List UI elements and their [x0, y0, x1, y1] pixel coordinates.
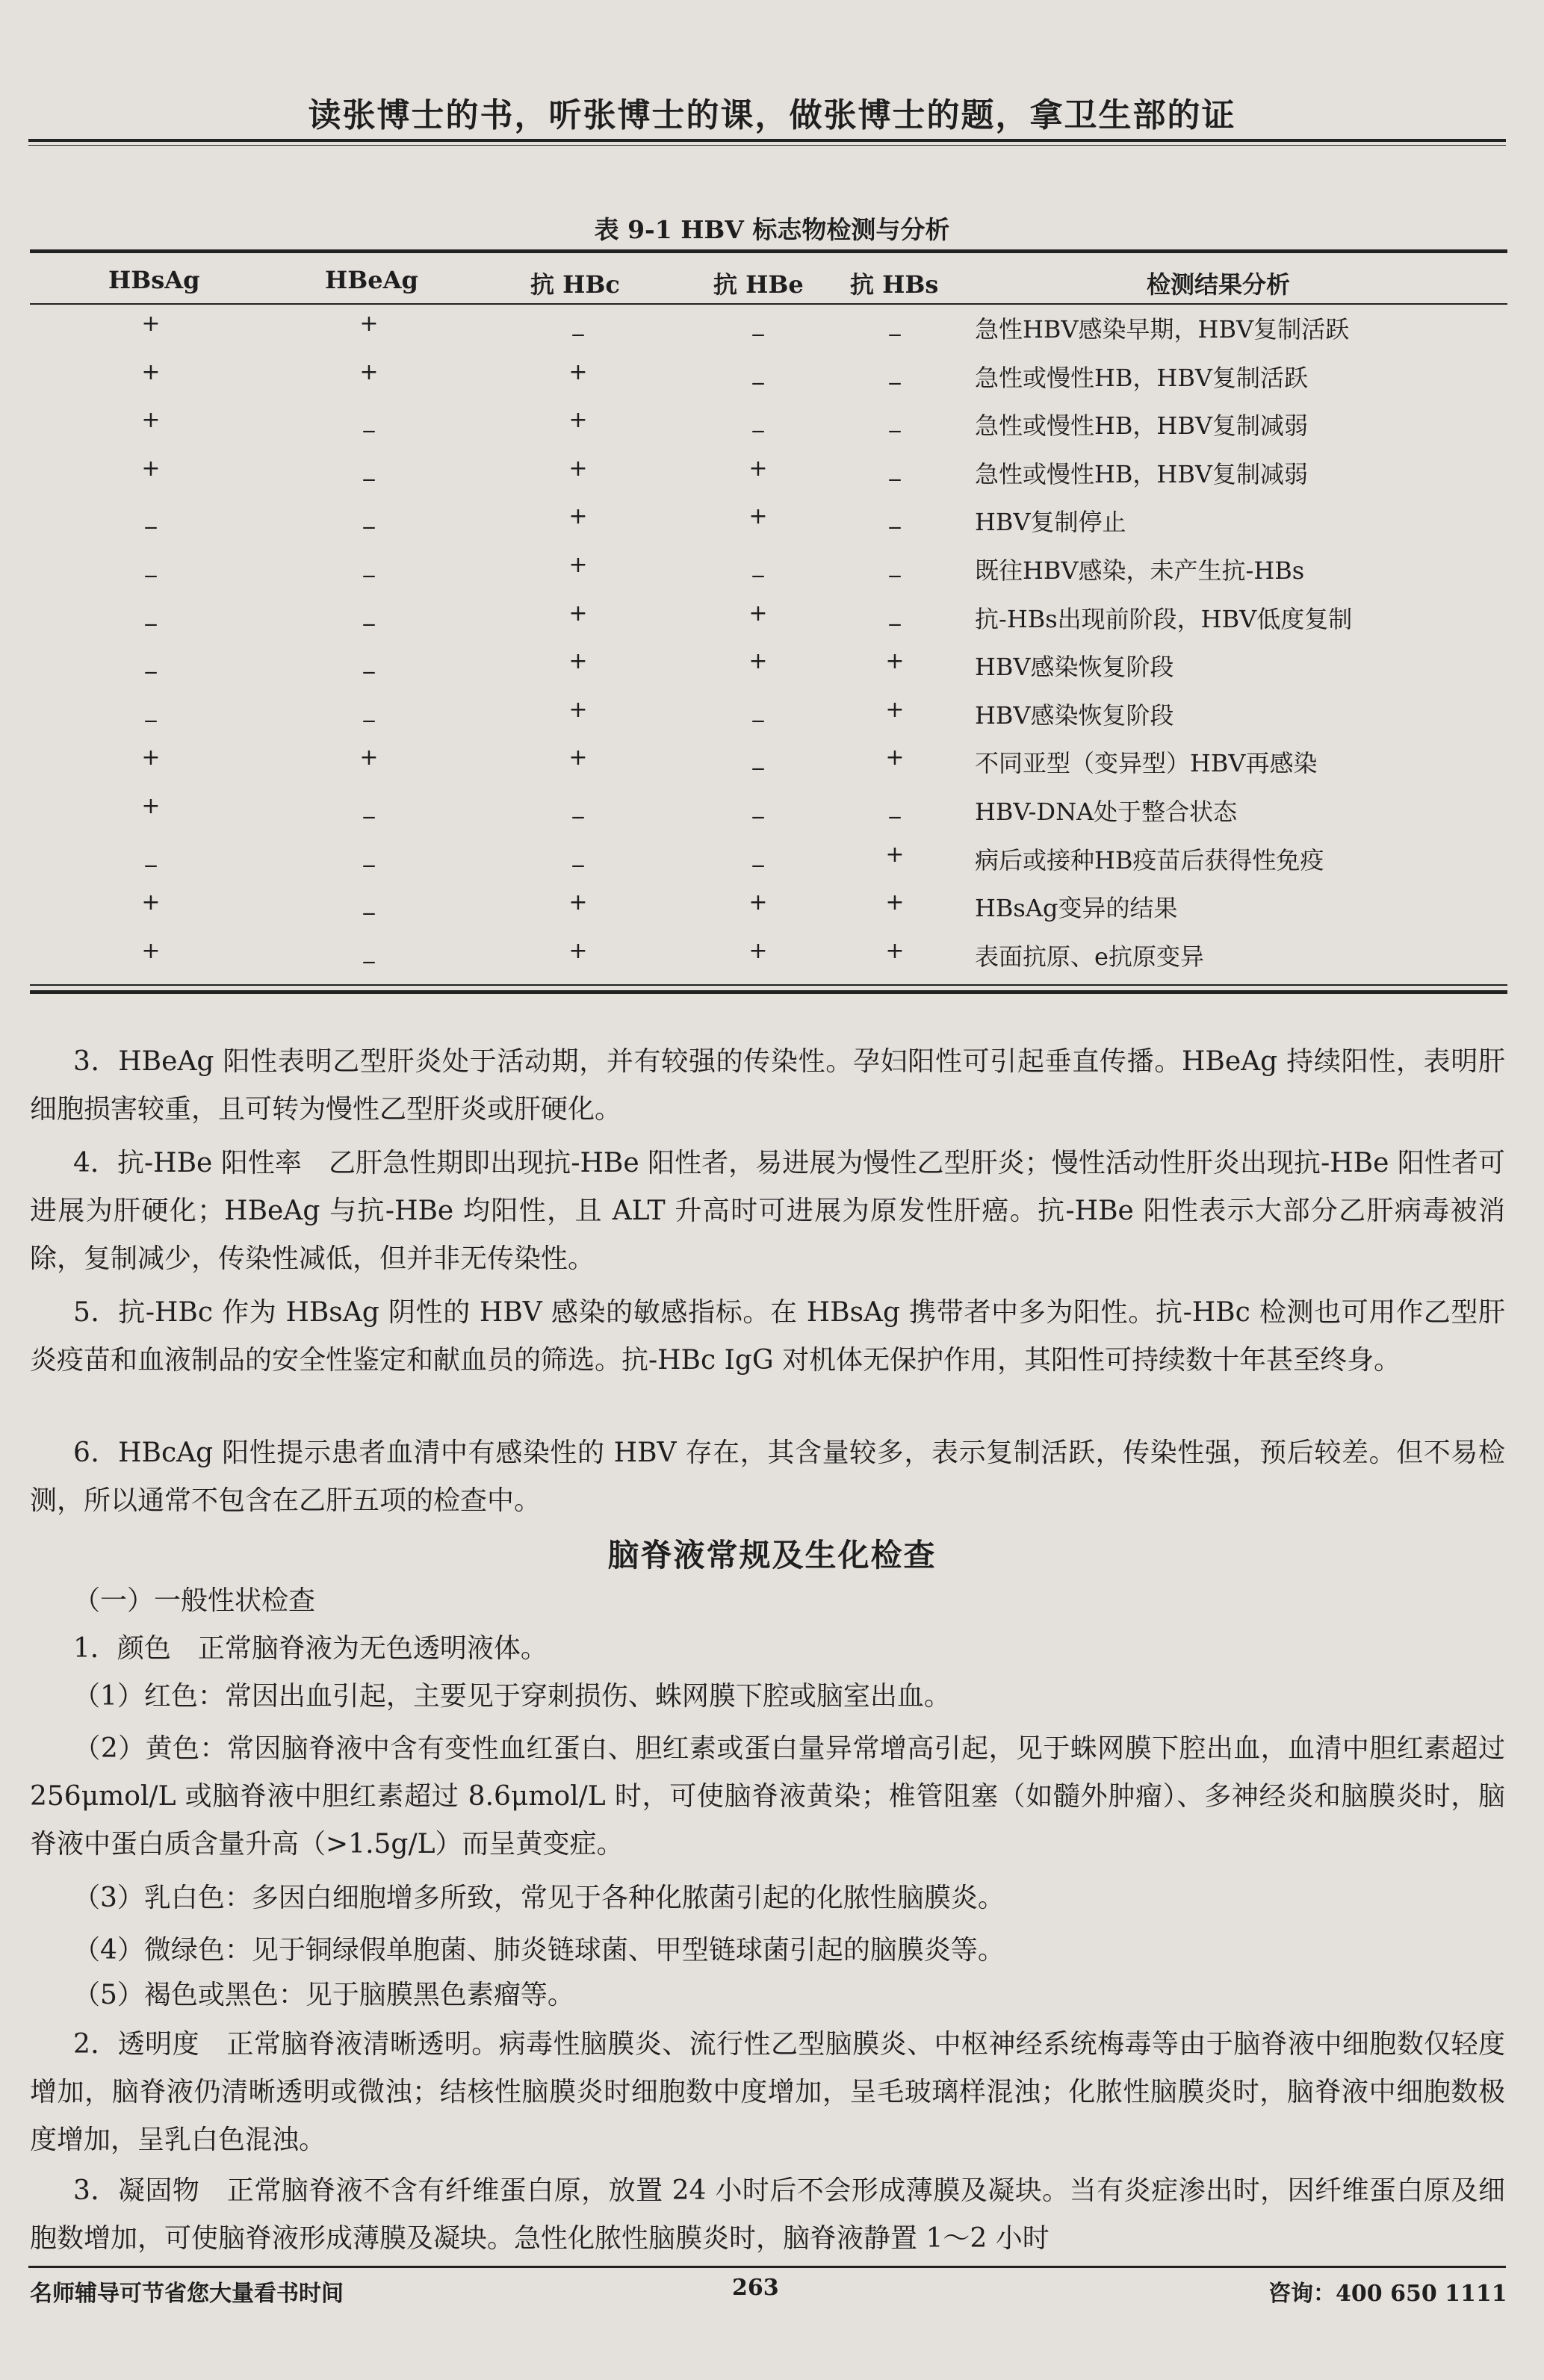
- table-cell-marker: _: [145, 841, 157, 868]
- table-cell-marker: +: [568, 696, 588, 723]
- table-cell-marker: _: [752, 552, 764, 578]
- table-header-hbsag: HBsAg: [108, 266, 200, 294]
- table-cell-marker: +: [568, 455, 588, 482]
- paragraph-red: （1）红色：常因出血引起，主要见于穿刺损伤、蛛网膜下腔或脑室出血。: [73, 1681, 951, 1712]
- paragraph-yellow: （2）黄色：常因脑脊液中含有变性血红蛋白、胆红素或蛋白量异常增高引起，见于蛛网膜下腔出血，血清中胆红素超过 256μmol/L 或脑脊液中胆红素超过 8.6μmol/L 时，可使脑脊液黄染；椎管阻塞（如髓外肿瘤）、多神经炎和脑膜炎时，脑脊液中蛋白质含量升高（>1.5g/L）而呈黄变症。: [30, 1733, 1505, 1859]
- table-cell-marker: +: [568, 648, 588, 675]
- paragraph-clarity: 2．透明度 正常脑脊液清晰透明。病毒性脑膜炎、流行性乙型脑膜炎、中枢神经系统梅毒等由于脑脊液中细胞数仅轻度增加，脑脊液仍清晰透明或微浊；结核性脑膜炎时细胞数中度增加，呈毛玻璃样混浊；化脓性脑膜炎时，脑脊液中细胞数极度增加，呈乳白色混浊。: [30, 2029, 1505, 2155]
- table-cell-result: HBV感染恢复阶段: [975, 653, 1174, 682]
- table-cell-marker: _: [752, 841, 764, 868]
- table-cell-marker: +: [748, 889, 768, 916]
- subsection-general: （一）一般性状检查: [73, 1585, 316, 1616]
- table-cell-result: 急性或慢性HB，HBV复制活跃: [975, 363, 1308, 392]
- paragraph-milky: （3）乳白色：多因白细胞增多所致，常见于各种化脓菌引起的化脓性脑膜炎。: [73, 1883, 1005, 1913]
- table-cell-marker: +: [568, 552, 588, 578]
- table-cell-marker: _: [889, 600, 901, 627]
- table-cell-result: 表面抗原、e抗原变异: [975, 942, 1204, 971]
- table-cell-marker: +: [141, 358, 161, 385]
- table-cell-marker: _: [363, 455, 375, 482]
- table-cell-marker: _: [752, 793, 764, 819]
- table-cell-marker: _: [752, 407, 764, 434]
- table-cell-marker: +: [748, 648, 768, 675]
- table-cell-marker: _: [363, 841, 375, 868]
- paragraph-anti-hbc: 5．抗-HBc 作为 HBsAg 阴性的 HBV 感染的敏感指标。在 HBsAg 携带者中多为阳性。抗-HBc 检测也可用作乙型肝炎疫苗和血液制品的安全性鉴定和献血员的筛选。抗-HBc IgG 对机体无保护作用，其阳性可持续数十年甚至终身。: [30, 1297, 1505, 1376]
- table-cell-marker: +: [141, 455, 161, 482]
- footer-rule: [28, 2266, 1506, 2268]
- paragraph-brown: （5）褐色或黑色：见于脑膜黑色素瘤等。: [73, 1980, 574, 2010]
- table-cell-marker: _: [363, 696, 375, 723]
- table-top-rule: [30, 249, 1507, 253]
- paragraph-color: 1．颜色 正常脑脊液为无色透明液体。: [73, 1633, 548, 1664]
- paragraph-anti-hbe: 4．抗-HBe 阳性率 乙肝急性期即出现抗-HBe 阳性者，易进展为慢性乙型肝炎；慢性活动性肝炎出现抗-HBe 阳性者可进展为肝硬化；HBeAg 与抗-HBe 均阳性，且 ALT 升高时可进展为原发性肝癌。抗-HBe 阳性表示大部分乙肝病毒被消除，复制减少，传染性减低，但并非无传染性。: [30, 1148, 1505, 1274]
- table-cell-marker: +: [885, 648, 905, 675]
- table-cell-result: 急性或慢性HB，HBV复制减弱: [975, 459, 1308, 488]
- table-cell-marker: _: [889, 311, 901, 337]
- table-cell-marker: _: [145, 552, 157, 578]
- table-cell-marker: +: [748, 503, 768, 530]
- table-cell-marker: _: [363, 648, 375, 675]
- table-caption: 表 9-1 HBV 标志物检测与分析: [594, 215, 950, 244]
- table-cell-marker: +: [748, 937, 768, 964]
- table-cell-marker: _: [145, 696, 157, 723]
- table-cell-marker: +: [141, 889, 161, 916]
- table-cell-result: 病后或接种HB疫苗后获得性免疫: [975, 845, 1324, 874]
- table-cell-marker: _: [145, 600, 157, 627]
- table-cell-marker: +: [568, 937, 588, 964]
- table-cell-marker: +: [885, 889, 905, 916]
- table-cell-marker: _: [889, 552, 901, 578]
- table-cell-result: HBsAg变异的结果: [975, 894, 1178, 923]
- table-cell-marker: +: [568, 407, 588, 434]
- footer-slogan: 名师辅导可节省您大量看书时间: [30, 2281, 344, 2307]
- table-cell-marker: _: [889, 455, 901, 482]
- table-cell-marker: +: [885, 696, 905, 723]
- table-cell-marker: _: [145, 648, 157, 675]
- header-rule: [28, 139, 1506, 142]
- table-cell-marker: +: [568, 503, 588, 530]
- table-cell-marker: +: [359, 311, 379, 337]
- table-cell-marker: +: [568, 358, 588, 385]
- table-cell-marker: +: [568, 889, 588, 916]
- table-header-rule: [30, 303, 1507, 305]
- table-cell-marker: +: [748, 600, 768, 627]
- table-cell-marker: _: [363, 552, 375, 578]
- table-cell-marker: _: [752, 696, 764, 723]
- table-bottom-rule: [30, 984, 1507, 986]
- table-cell-marker: _: [752, 311, 764, 337]
- table-cell-marker: _: [889, 793, 901, 819]
- table-cell-marker: _: [145, 503, 157, 530]
- table-cell-marker: _: [752, 358, 764, 385]
- table-cell-result: HBV感染恢复阶段: [975, 700, 1174, 730]
- table-cell-marker: +: [885, 841, 905, 868]
- section-title: 脑脊液常规及生化检查: [607, 1537, 937, 1573]
- table-cell-marker: _: [889, 358, 901, 385]
- table-cell-marker: _: [363, 407, 375, 434]
- table-cell-marker: +: [359, 358, 379, 385]
- table-cell-marker: _: [363, 503, 375, 530]
- table-cell-marker: +: [359, 745, 379, 771]
- paragraph-green: （4）微绿色：见于铜绿假单胞菌、肺炎链球菌、甲型链球菌引起的脑膜炎等。: [73, 1935, 1005, 1966]
- table-cell-marker: +: [141, 745, 161, 771]
- table-cell-marker: _: [889, 407, 901, 434]
- table-cell-marker: +: [141, 793, 161, 819]
- table-cell-marker: _: [752, 745, 764, 771]
- table-cell-marker: _: [572, 841, 584, 868]
- running-title: 读张博士的书，听张博士的课，做张博士的题，拿卫生部的证: [308, 96, 1236, 134]
- table-header-result: 检测结果分析: [1147, 270, 1291, 299]
- table-cell-result: 不同亚型（变异型）HBV再感染: [975, 749, 1318, 778]
- paragraph-hbcag: 6．HBcAg 阳性提示患者血清中有感染性的 HBV 存在，其含量较多，表示复制活跃，传染性强，预后较差。但不易检测，所以通常不包含在乙肝五项的检查中。: [30, 1438, 1505, 1516]
- table-cell-marker: +: [568, 745, 588, 771]
- table-cell-marker: _: [363, 937, 375, 964]
- table-cell-marker: _: [363, 889, 375, 916]
- footer-contact: 咨询：400 650 1111: [1268, 2281, 1507, 2307]
- page-number: 263: [732, 2275, 779, 2301]
- table-bottom-rule-thick: [30, 990, 1507, 994]
- table-cell-marker: _: [889, 503, 901, 530]
- table-cell-marker: _: [363, 793, 375, 819]
- table-cell-result: HBV复制停止: [975, 508, 1126, 537]
- table-cell-result: 抗-HBs出现前阶段，HBV低度复制: [975, 604, 1353, 633]
- paragraph-coagulum: 3．凝固物 正常脑脊液不含有纤维蛋白原，放置 24 小时后不会形成薄膜及凝块。当有炎症渗出时，因纤维蛋白原及细胞数增加，可使脑脊液形成薄膜及凝块。急性化脓性脑膜炎时，脑脊液静置 1～2 小时: [30, 2175, 1505, 2254]
- table-cell-marker: _: [572, 793, 584, 819]
- table-cell-result: 急性或慢性HB，HBV复制减弱: [975, 411, 1308, 441]
- table-cell-marker: +: [748, 455, 768, 482]
- table-cell-marker: +: [141, 311, 161, 337]
- table-header-anti-hbe: 抗 HBe: [713, 270, 804, 299]
- paragraph-hbeag: 3．HBeAg 阳性表明乙型肝炎处于活动期，并有较强的传染性。孕妇阳性可引起垂直传播。HBeAg 持续阳性，表明肝细胞损害较重，且可转为慢性乙型肝炎或肝硬化。: [30, 1046, 1505, 1125]
- header-rule-thin: [28, 145, 1506, 146]
- table-cell-marker: +: [885, 745, 905, 771]
- table-cell-marker: +: [141, 407, 161, 434]
- table-header-anti-hbs: 抗 HBs: [850, 270, 939, 299]
- table-cell-marker: +: [885, 937, 905, 964]
- table-cell-marker: +: [568, 600, 588, 627]
- table-cell-result: 急性HBV感染早期，HBV复制活跃: [975, 315, 1350, 344]
- table-cell-result: 既往HBV感染，未产生抗-HBs: [975, 556, 1305, 585]
- table-header-anti-hbc: 抗 HBc: [530, 270, 620, 299]
- table-cell-marker: _: [572, 311, 584, 337]
- table-cell-result: HBV-DNA处于整合状态: [975, 798, 1238, 826]
- table-cell-marker: _: [363, 600, 375, 627]
- table-cell-marker: +: [141, 937, 161, 964]
- table-header-hbeag: HBeAg: [325, 266, 418, 294]
